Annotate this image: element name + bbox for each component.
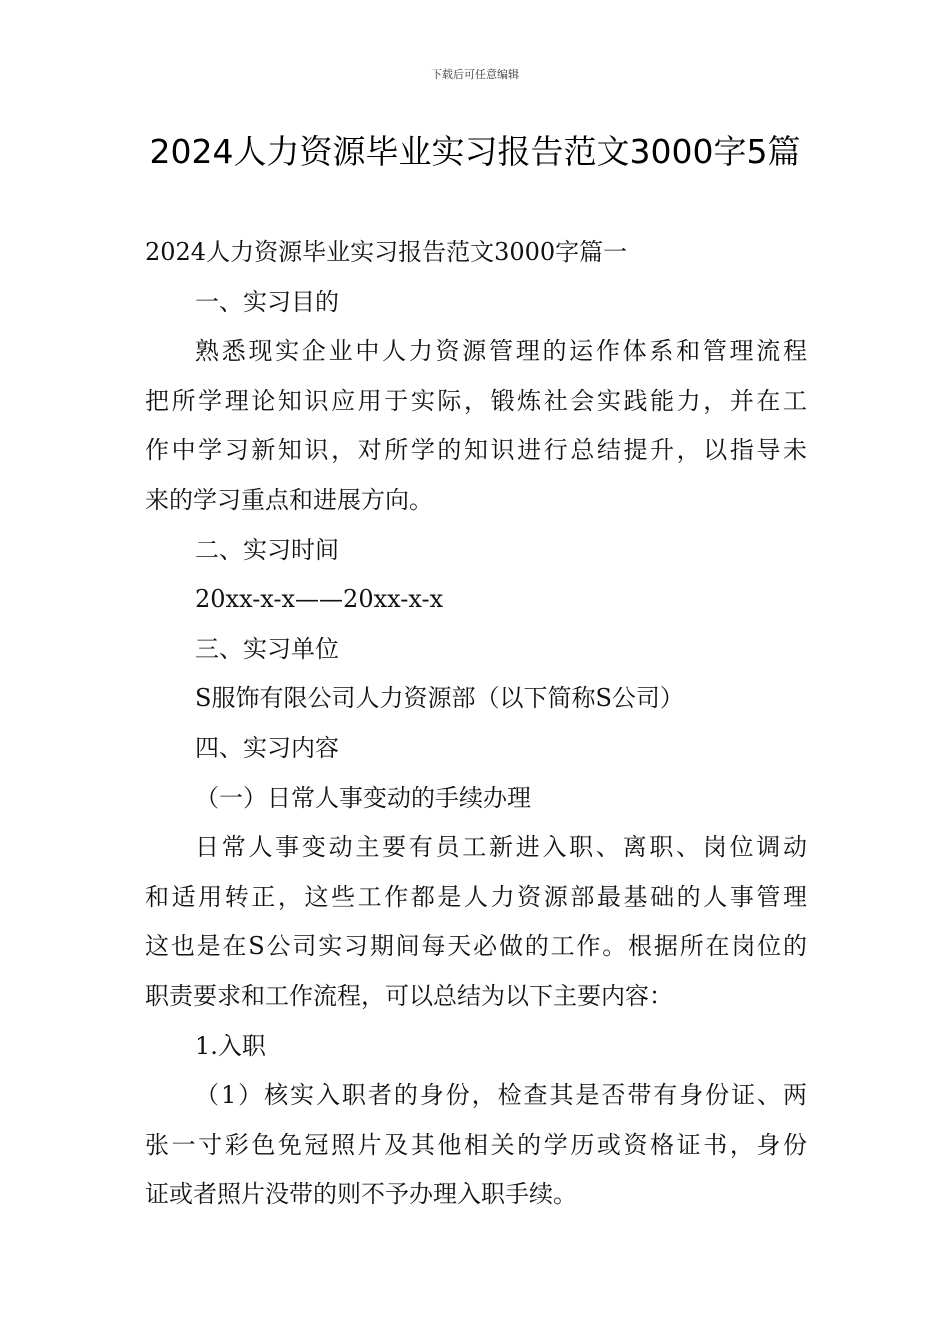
paragraph-line: 把所学理论知识应用于实际，锻炼社会实践能力，并在工 [145,386,807,415]
paragraph-line: 张一寸彩色免冠照片及其他相关的学历或资格证书，身份 [145,1130,807,1159]
paragraph-line: 熟悉现实企业中人力资源管理的运作体系和管理流程 [195,337,807,366]
paragraph-line: 和适用转正，这些工作都是人力资源部最基础的人事管理 [145,882,807,911]
document-body [145,228,807,1220]
internship-dates: 20xx-x-x——20xx-x-x [195,585,444,614]
section-heading-content: 四、实习内容 [195,733,339,762]
paragraph-line: 来的学习重点和进展方向。 [145,485,433,514]
header-note: 下载后可任意编辑 [431,68,519,81]
paragraph-line: （1）核实入职者的身份，检查其是否带有身份证、两 [195,1081,807,1110]
section-heading-company: 三、实习单位 [195,634,339,663]
section-title: 2024人力资源毕业实习报告范文3000字篇一 [145,238,628,266]
list-item-heading: 1.入职 [195,1031,266,1060]
paragraph-line: 职责要求和工作流程，可以总结为以下主要内容： [145,981,673,1010]
paragraph-line: 作中学习新知识，对所学的知识进行总结提升，以指导未 [145,436,807,465]
section-heading-purpose: 一、实习目的 [195,287,339,316]
subsection-heading: （一）日常人事变动的手续办理 [195,783,531,812]
paragraph-line: 日常人事变动主要有员工新进入职、离职、岗位调动 [195,833,807,862]
section-heading-time: 二、实习时间 [195,535,339,564]
company-name: S服饰有限公司人力资源部（以下简称S公司） [195,684,684,713]
document-title: 2024人力资源毕业实习报告范文3000字5篇 [149,132,801,171]
paragraph-line: 证或者照片没带的则不予办理入职手续。 [145,1180,577,1209]
paragraph-line: 这也是在S公司实习期间每天必做的工作。根据所在岗位的 [145,932,807,961]
